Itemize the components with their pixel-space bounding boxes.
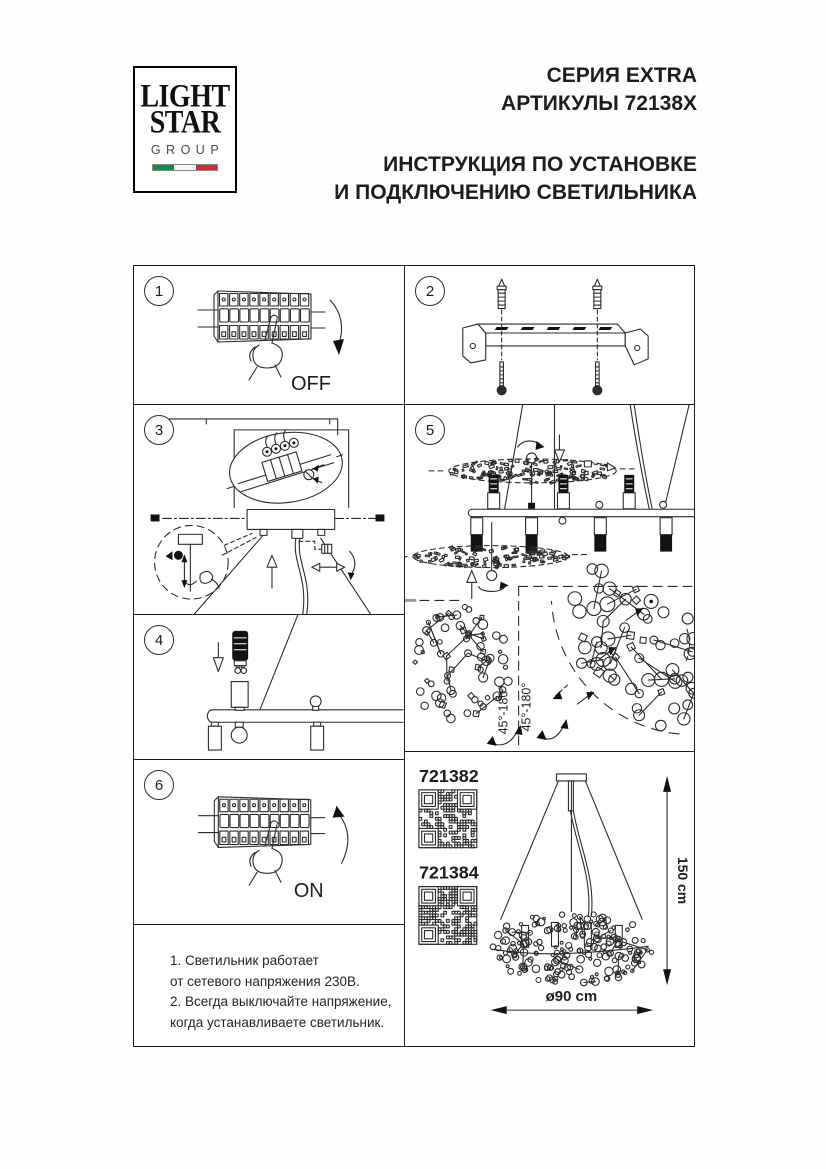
suspension-wire-left [194,535,263,614]
note-line-2: от сетевого напряжения 230В. [170,973,360,989]
crystal-band [490,912,654,986]
diameter-dimension-label: ø90 cm [545,988,598,1006]
qr-code-721382 [419,790,477,848]
on-label: ON [293,880,324,903]
crystal-disc-bottom [405,546,588,569]
step-number-badge [415,276,445,306]
document-titles [334,62,697,207]
instruction-grid [133,265,695,1047]
step-number: 2 [425,282,435,300]
step-number-badge [144,276,174,306]
off-label: OFF [291,373,331,395]
hanger-bar [169,419,337,435]
rotation-range-label: 45°-180° [519,682,534,732]
qr-code-721384 [419,887,477,945]
article-number-1: 721382 [418,765,479,786]
step-panel-5 [404,404,694,751]
bracket-drawing [463,324,648,365]
thumbscrew-detail [299,541,332,553]
bulb-install-illustration [134,615,404,759]
note-line-4: когда устанавливаете светильник. [170,1014,385,1030]
diameter-dimension [491,1006,653,1014]
instruction-title-line1: ИНСТРУКЦИЯ ПО УСТАНОВКЕ [383,153,697,176]
on-arrow-icon [333,806,348,864]
step-number: 6 [154,776,164,794]
step-number: 4 [154,631,164,649]
logo-group-text: GROUP [150,143,225,157]
crystal-cluster-magnified [568,564,694,731]
italian-flag-icon [152,164,218,171]
height-dimension-label: 150 cm [675,856,692,905]
suspension-wire [260,615,298,709]
product-illustration [405,752,694,1046]
step-number-badge [144,770,174,800]
up-arrow-icon [467,571,477,599]
step-panel-6 [134,759,404,924]
down-arrow-icon [554,435,564,462]
power-cable [295,538,308,614]
slide-arrow-icon [312,563,345,571]
instruction-title-line2: И ПОДКЛЮЧЕНИЮ СВЕТИЛЬНИКА [334,181,697,204]
cable-clamp-detail [155,525,257,599]
article-number-2: 721384 [418,862,479,883]
g9-bulb-icon [232,631,248,674]
wiring-illustration [134,405,404,614]
series-title: СЕРИЯ EXTRA [546,64,697,87]
rotate-arrow-icon [348,551,355,580]
step-panel-3 [134,404,404,614]
breaker-on-illustration [134,760,404,924]
height-dimension [663,776,671,985]
step-number: 3 [154,421,164,439]
step-number: 1 [154,282,164,300]
off-arrow-icon [330,300,344,355]
frame-bar [207,710,403,722]
step-number-badge [415,415,445,445]
lightstar-logo [133,66,237,193]
down-bulbs [471,518,672,552]
down-arrow-icon [213,643,223,672]
breaker-off-illustration [134,266,404,404]
note-line-1: 1. Светильник работает [170,953,319,968]
chandelier-drawing [501,774,643,919]
safety-notes [170,951,391,1033]
flag-red [196,165,217,170]
step-number: 5 [425,421,435,439]
rotation-range-label: 45°-180° [496,685,511,735]
terminal-block-magnifier [225,425,347,510]
circuit-breaker-drawing [198,291,325,380]
product-panel [404,751,694,1046]
flag-green [153,165,174,170]
step-panel-4 [134,614,404,759]
step-panel-2 [404,266,694,404]
flag-white [174,165,195,170]
sockets [208,682,323,751]
notes-panel [134,924,404,1046]
articles-title: АРТИКУЛЫ 72138X [501,92,697,115]
step-panel-1 [134,266,404,404]
circuit-breaker-drawing [198,797,324,885]
mounting-bracket-illustration [405,266,694,404]
up-arrow-icon [267,555,277,588]
step-number-badge [144,415,174,445]
logo-light-text: LIGHT [140,78,230,115]
assembly-illustration [405,405,694,751]
step-number-badge [144,625,174,655]
note-line-3: 2. Всегда выключайте напряжение, [170,994,392,1010]
rotate-arrow-icon [537,685,569,740]
logo-star-text: STAR [149,104,221,141]
